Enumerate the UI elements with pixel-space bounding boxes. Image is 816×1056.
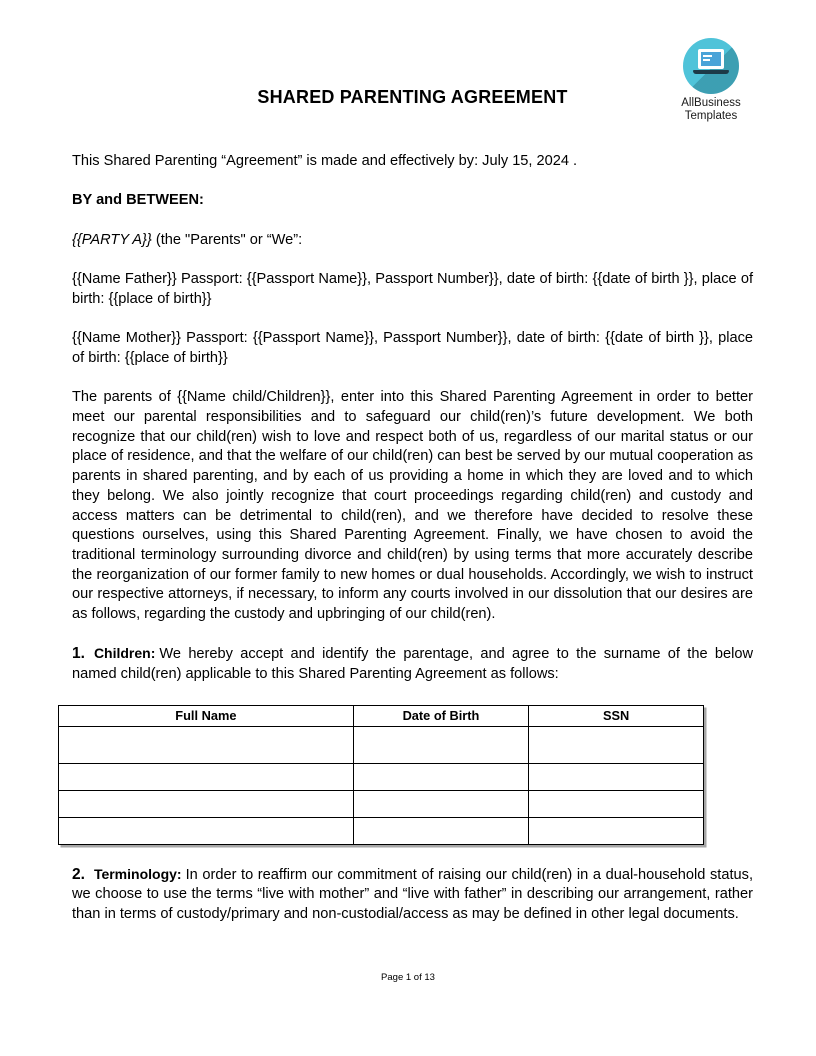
column-header-date-of-birth: Date of Birth bbox=[353, 705, 528, 726]
mother-paragraph: {{Name Mother}} Passport: {{Passport Name}}, Passport Number}}, date of birth: {{date of birth }}, place of birth: {{place of birth}} bbox=[72, 330, 753, 366]
party-a-line bbox=[72, 231, 753, 251]
table-cell bbox=[529, 790, 704, 817]
section-2-terminology bbox=[72, 865, 753, 925]
intro-paragraph: This Shared Parenting “Agreement” is made and effectively by: July 15, 2024 . bbox=[72, 153, 578, 169]
document-title: SHARED PARENTING AGREEMENT bbox=[257, 87, 568, 107]
laptop-screen-shape bbox=[698, 49, 724, 69]
table-cell bbox=[353, 763, 528, 790]
logo-text bbox=[670, 97, 752, 122]
father-paragraph: {{Name Father}} Passport: {{Passport Name}}, Passport Number}}, date of birth: {{date of birth }}, place of birth: {{place of birth}} bbox=[72, 271, 753, 307]
laptop-icon bbox=[683, 38, 739, 94]
children-table bbox=[58, 705, 704, 845]
table-cell bbox=[353, 790, 528, 817]
table-row bbox=[59, 726, 704, 763]
allbusiness-logo bbox=[670, 38, 752, 122]
table-cell bbox=[59, 817, 354, 844]
table-row bbox=[59, 763, 704, 790]
table-cell bbox=[353, 726, 528, 763]
section-1-label: Children: bbox=[93, 645, 156, 662]
table-cell bbox=[59, 763, 354, 790]
by-and-between-heading: BY and BETWEEN: bbox=[72, 192, 204, 209]
section-1-number: 1. bbox=[72, 645, 85, 663]
section-2-number: 2. bbox=[72, 865, 85, 883]
section-1-text: We hereby accept and identify the parentage, and agree to the surname of the below named child(ren) applicable to this Shared Parenting Agreement as follows: bbox=[72, 646, 753, 683]
section-2-label: Terminology: bbox=[93, 865, 182, 882]
table-row bbox=[59, 790, 704, 817]
recitals-paragraph: The parents of {{Name child/Children}}, enter into this Shared Parenting Agreement in order to better meet our parental responsibilities and to safeguard our child(ren)’s future development. We both recognize that our child(ren) wish to love and respect both of us, regardless of our marital status or our place of residence, and that the welfare of our child(ren) can best be served by our mutual cooperation as parents in shared parenting, and by each of us providing a home in which they are loved and to which they belong. We also jointly recognize that court proceedings regarding child(ren) and custody and access matters can be detrimental to child(ren), and we therefore have decided to resolve these questions ourselves, using this Shared Parenting Agreement. Finally, we have chosen to avoid the traditional terminology surrounding divorce and child(ren) by using terms that more accurately describe the reorganization of our former family to new homes or dual households. Accordingly, we wish to instruct our respective attorneys, if necessary, to inform any courts involved in our dissolution that our desires are as follows, regarding the custody and upbringing of our child(ren). bbox=[72, 389, 753, 623]
table-cell bbox=[353, 817, 528, 844]
column-header-ssn: SSN bbox=[529, 705, 704, 726]
page-number: Page 1 of 13 bbox=[381, 972, 435, 983]
column-header-full-name: Full Name bbox=[59, 705, 354, 726]
laptop-base-shape bbox=[693, 70, 729, 74]
table-cell bbox=[529, 817, 704, 844]
table-cell bbox=[529, 726, 704, 763]
table-header-row bbox=[59, 705, 704, 726]
logo-text-line1: AllBusiness bbox=[681, 97, 741, 109]
section-2-text: In order to reaffirm our commitment of raising our child(ren) in a dual-household status, we choose to use the terms “live with mother” and “live with father” in describing our arrangement, rather than in terms of custody/primary and non-custodial/access as may be defined in other legal documents. bbox=[72, 866, 753, 922]
table-cell bbox=[529, 763, 704, 790]
table-row bbox=[59, 817, 704, 844]
laptop-screen-content bbox=[701, 52, 721, 66]
logo-text-line2: Templates bbox=[684, 109, 738, 122]
party-a-rest: (the "Parents" or “We”: bbox=[151, 231, 303, 248]
table-cell bbox=[59, 726, 354, 763]
party-a-placeholder: {{PARTY A}} bbox=[72, 231, 152, 248]
table-cell bbox=[59, 790, 354, 817]
section-1-children bbox=[72, 644, 753, 684]
